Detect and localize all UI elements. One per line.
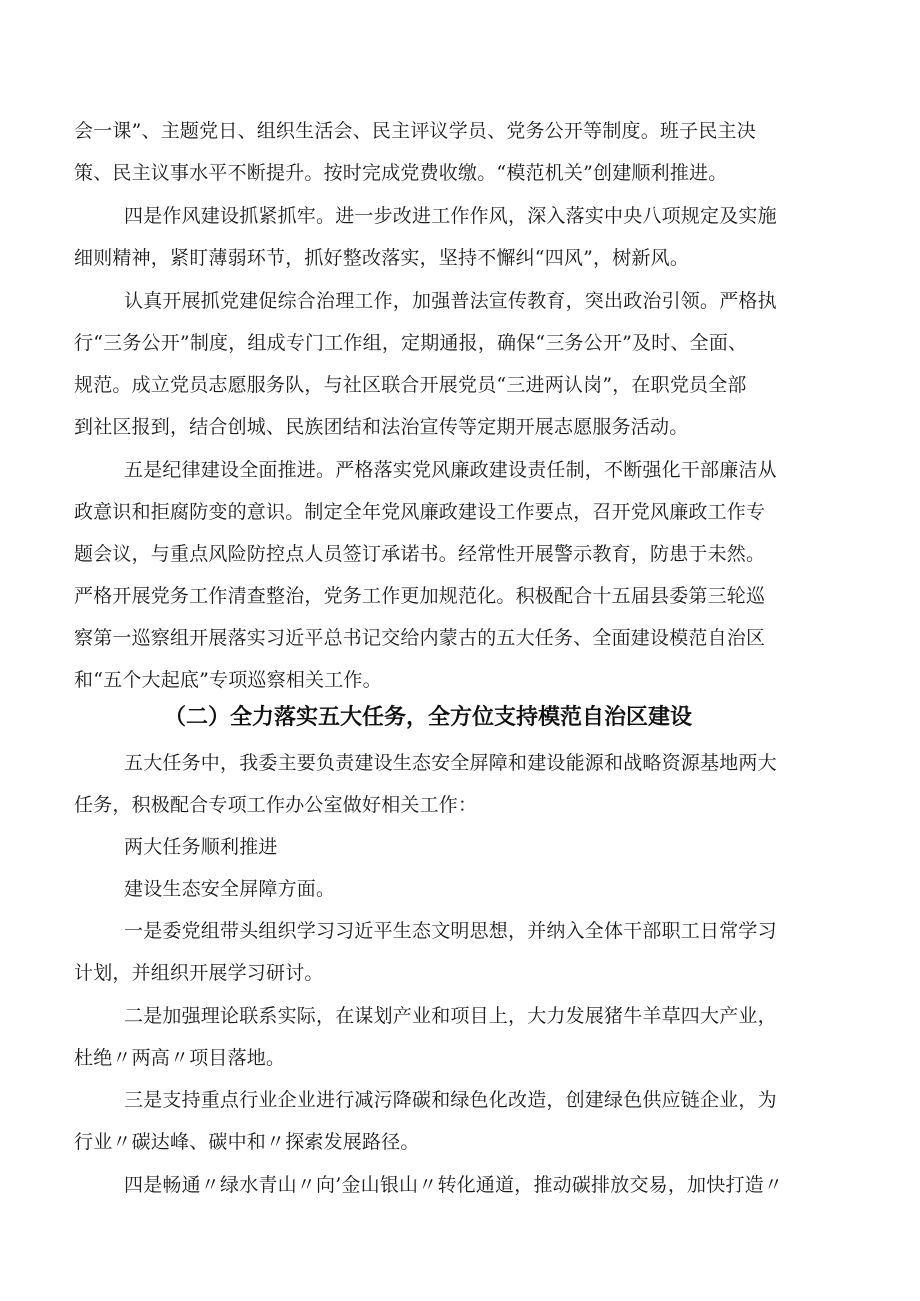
paragraph-first-line: 一是委党组带头组织学习习近平生态文明思想，并纳入全体干部职工日常学习 — [124, 920, 777, 942]
body-text-line: 细则精神，紧盯薄弱环节，抓好整改落实，坚持不懈纠“四风”，树新风。 — [74, 247, 690, 269]
body-text-line: 杜绝〃两高〃项目落地。 — [74, 1047, 286, 1069]
paragraph-first-line: 四是作风建设抓紧抓牢。进一步改进工作作风，深入落实中央八项规定及实施 — [124, 205, 777, 227]
body-text-line: 计划，并组织开展学习研讨。 — [74, 962, 324, 984]
section-heading: （二）全力落实五大任务，全方位支持模范自治区建设 — [164, 705, 693, 730]
body-text-line: 策、民主议事水平不断提升。按时完成党费收缴。“模范机关”创建顺利推进。 — [74, 162, 728, 184]
paragraph-first-line: 五大任务中，我委主要负责建设生态安全屏障和建设能源和战略资源基地两大 — [124, 752, 777, 774]
subheading-line: 建设生态安全屏障方面。 — [124, 878, 336, 900]
body-text-line: 和“五个大起底”专项巡察相关工作。 — [74, 669, 382, 691]
paragraph-first-line: 认真开展抓党建促综合治理工作，加强普法宣传教育，突出政治引领。严格执 — [124, 290, 777, 312]
body-text-line: 政意识和拒腐防变的意识。制定全年党风廉政建设工作要点，召开党风廉政工作专 — [74, 501, 766, 523]
paragraph-first-line: 三是支持重点行业企业进行减污降碳和绿色化改造，创建绿色供应链企业，为 — [124, 1089, 777, 1111]
body-text-line: 题会议，与重点风险防控点人员签订承诺书。经常性开展警示教育，防患于未然。 — [74, 543, 766, 565]
paragraph-first-line: 四是畅通〃绿水青山〃向’金山银山〃转化通道，推动碳排放交易，加快打造〃 — [124, 1174, 784, 1196]
body-text-line: 察第一巡察组开展落实习近平总书记交给内蒙古的五大任务、全面建设模范自治区 — [74, 627, 766, 649]
body-text-line: 规范。成立党员志愿服务队，与社区联合开展党员“三进两认岗”，在职党员全部 — [74, 374, 747, 396]
paragraph-first-line: 五是纪律建设全面推进。严格落实党风廉政建设责任制，不断强化干部廉洁从 — [124, 459, 777, 481]
body-text-line: 行业〃碳达峰、碳中和〃探索发展路径。 — [74, 1131, 420, 1153]
body-text-line: 到社区报到，结合创城、民族团结和法治宣传等定期开展志愿服务活动。 — [74, 416, 689, 438]
body-text-line: 会一课”、主题党日、组织生活会、民主评议学员、党务公开等制度。班子民主决 — [74, 120, 756, 142]
body-text-line: 严格开展党务工作清查整治，党务工作更加规范化。积极配合十五届县委第三轮巡 — [74, 585, 766, 607]
paragraph-first-line: 二是加强理论联系实际，在谋划产业和项目上，大力发展猪牛羊草四大产业， — [124, 1005, 777, 1027]
subheading-line: 两大任务顺利推进 — [124, 836, 278, 858]
body-text-line: 任务，积极配合专项工作办公室做好相关工作： — [74, 794, 478, 816]
body-text-line: 行“三务公开”制度，组成专门工作组，定期通报，确保“三务公开”及时、全面、 — [74, 332, 748, 354]
